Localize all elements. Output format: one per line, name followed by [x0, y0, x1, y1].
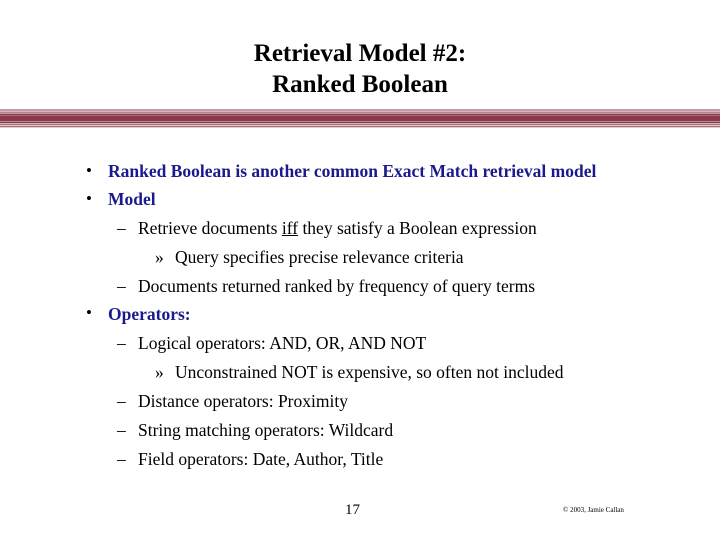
title-line-2: Ranked Boolean [272, 71, 448, 98]
subsub-unconstrained-not: Unconstrained NOT is expensive, so often not included [175, 362, 564, 382]
iff-underlined: iff [281, 218, 299, 238]
dash-marker: – [117, 333, 126, 353]
bullet-model: Model [108, 189, 156, 209]
dash-marker: – [117, 391, 126, 411]
bullet-ranked-boolean: Ranked Boolean is another common Exact Match retrieval model [108, 161, 597, 181]
sub-string-matching: String matching operators: Wildcard [138, 420, 394, 440]
dash-marker: – [117, 276, 126, 296]
sub-documents-ranked: Documents returned ranked by frequency of query terms [138, 276, 536, 296]
bullet-operators: Operators: [108, 304, 191, 324]
sub-logical-operators: Logical operators: AND, OR, AND NOT [138, 333, 427, 353]
page-number: 17 [345, 502, 360, 518]
dash-marker: – [117, 420, 126, 440]
guillemet-marker: » [155, 247, 164, 267]
slide-title [0, 38, 720, 100]
bullet-marker: • [86, 161, 92, 180]
title-line-1: Retrieval Model #2: [253, 40, 467, 67]
bullet-marker: • [86, 303, 92, 322]
sub-distance-operators: Distance operators: Proximity [138, 391, 348, 411]
subsub-query-specifies: Query specifies precise relevance criteria [175, 247, 464, 267]
bullet-marker: • [86, 189, 92, 208]
sub-field-operators: Field operators: Date, Author, Title [138, 449, 384, 469]
dash-marker: – [117, 449, 126, 469]
copyright-notice: © 2003, Jamie Callan [563, 506, 624, 514]
sub-retrieve-documents [138, 217, 537, 239]
sub-text-pre: Retrieve documents [138, 218, 282, 238]
sub-text-post: they satisfy a Boolean expression [298, 218, 537, 238]
dash-marker: – [117, 218, 126, 238]
title-divider-rules [0, 108, 720, 130]
guillemet-marker: » [155, 362, 164, 382]
